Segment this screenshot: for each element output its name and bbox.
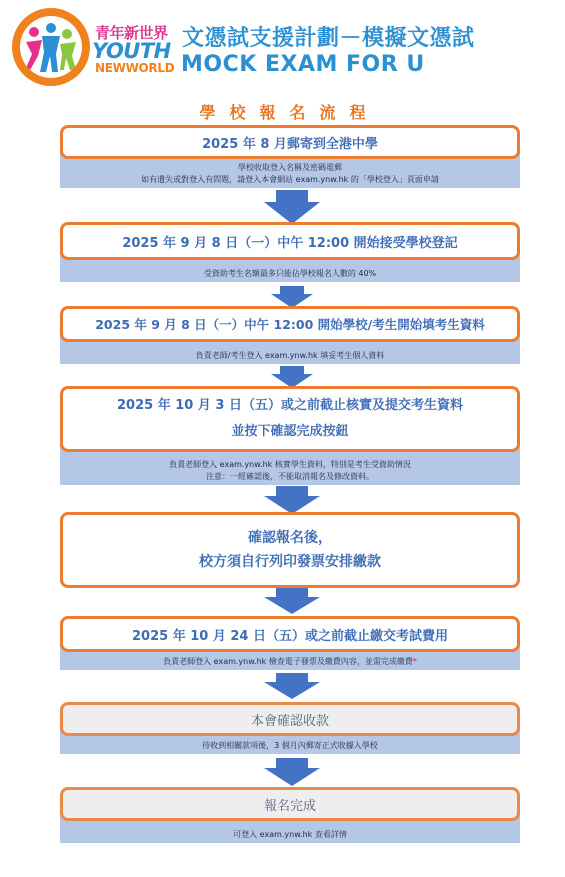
down-arrow-icon <box>262 673 322 699</box>
step-3-title: 2025 年 9 月 8 日（一）中午 12:00 開始學校/考生開始填考生資料 <box>95 317 485 332</box>
brand-chinese: 青年新世界 <box>95 24 168 42</box>
step-5-box <box>60 512 520 588</box>
note-line: 負責老師登入 exam.ynw.hk 核實學生資料，特別是考生受資助情況 <box>169 460 411 469</box>
step-6-title: 2025 年 10 月 24 日（五）或之前截止繳交考試費用 <box>132 628 448 644</box>
step-6-box <box>60 616 520 652</box>
step-2-title: 2025 年 9 月 8 日（一）中午 12:00 開始接受學校登記 <box>122 235 458 251</box>
step-5-title-line2: 校方須自行列印發票安排繳款 <box>199 554 381 570</box>
note-line: 如有遺失或對登入有問題，請登入本會網站 exam.ynw.hk 的「學校登入」頁面申請 <box>141 175 439 184</box>
note-line: 待收到相關款項後，3 個月內郵寄正式收據入學校 <box>202 741 378 750</box>
note-line: 學校收取登入名稱及密碼電郵 <box>238 163 342 172</box>
note-line: 負責老師/考生登入 exam.ynw.hk 填妥考生個人資料 <box>195 351 385 360</box>
step-1-title: 2025 年 8 月郵寄到全港中學 <box>202 136 378 152</box>
note-line: 注意：一經確認後，不能取消報名及修改資料。 <box>206 472 374 481</box>
down-arrow-icon <box>270 366 314 388</box>
brand-english-youth: YOUTH <box>92 39 171 63</box>
header <box>0 0 565 92</box>
step-2-box <box>60 222 520 260</box>
down-arrow-icon <box>262 588 322 614</box>
step-7-box <box>60 702 520 736</box>
page-title-english: MOCK EXAM FOR U <box>181 52 425 77</box>
logo-figures <box>20 16 82 78</box>
down-arrow-icon <box>270 286 314 308</box>
down-arrow-icon <box>262 486 322 514</box>
section-title: 學校報名流程 <box>199 103 380 122</box>
note-line: 受資助考生名額最多只能佔學校報名人數的 40% <box>203 269 377 278</box>
brand-english-newworld: NEWWORLD <box>95 61 175 75</box>
note-line: 可登入 exam.ynw.hk 查看詳情 <box>233 830 347 839</box>
people-icon <box>20 16 82 78</box>
step-4-title-line1: 2025 年 10 月 3 日（五）或之前截止核實及提交考生資料 <box>117 398 463 413</box>
step-4-box <box>60 386 520 452</box>
step-4-title-line2: 並按下確認完成按鈕 <box>231 424 349 439</box>
logo <box>12 8 90 86</box>
step-8-box <box>60 787 520 821</box>
step-7-title: 本會確認收款 <box>250 713 329 729</box>
page-title-chinese: 文憑試支援計劃－模擬文憑試 <box>182 26 475 51</box>
down-arrow-icon <box>262 758 322 786</box>
step-5-title-line1: 確認報名後， <box>248 530 332 546</box>
step-1-box <box>60 125 520 159</box>
step-8-title: 報名完成 <box>263 798 316 814</box>
footnote-mark: * <box>412 657 417 666</box>
step-3-box <box>60 306 520 342</box>
down-arrow-icon <box>262 190 322 224</box>
note-line: 負責老師登入 exam.ynw.hk 檢查電子發票及繳費內容，並需完成繳費* <box>163 657 417 666</box>
